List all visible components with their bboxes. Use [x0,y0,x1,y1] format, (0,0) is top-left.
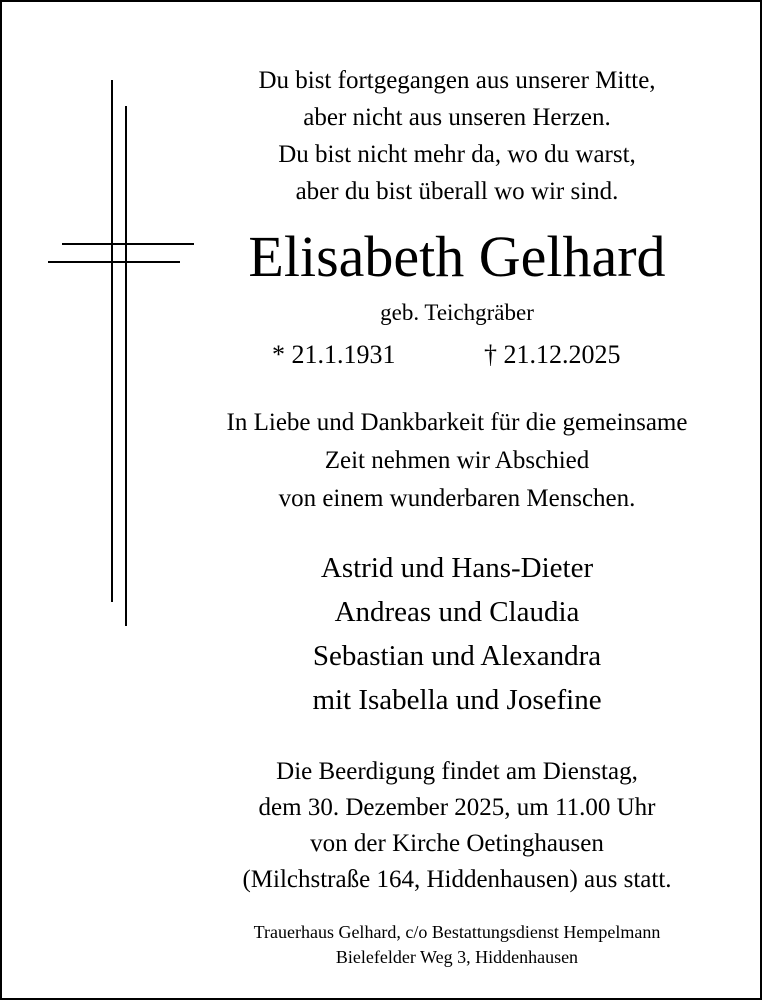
family-line: Astrid und Hans-Dieter [320,552,594,584]
deceased-name: Elisabeth Gelhard [248,224,666,289]
funeral-line: dem 30. Dezember 2025, um 11.00 Uhr [258,794,656,821]
mourning-address [152,920,762,970]
message-line: von einem wunderbaren Menschen. [278,485,636,512]
family-line: mit Isabella und Josefine [312,684,602,716]
poem [152,62,762,210]
death-date: † 21.12.2025 [484,340,621,369]
funeral-line: von der Kirche Oetinghausen [310,830,604,857]
family-members [152,546,762,722]
poem-line: aber du bist überall wo wir sind. [295,178,619,205]
family-line: Sebastian und Alexandra [312,640,602,672]
message-line: In Liebe und Dankbarkeit für die gemeinsame [226,409,688,436]
funeral-details [152,754,762,898]
poem-line: aber nicht aus unseren Herzen. [303,104,611,131]
address-line: Trauerhaus Gelhard, c/o Bestattungsdienst Hempelmann [253,922,661,942]
maiden-name: geb. Teichgräber [380,300,534,325]
birth-date: * 21.1.1931 [272,340,396,369]
funeral-line: Die Beerdigung findet am Dienstag, [276,758,638,785]
funeral-line: (Milchstraße 164, Hiddenhausen) aus statt. [242,866,672,893]
message-line: Zeit nehmen wir Abschied [324,447,590,474]
poem-line: Du bist nicht mehr da, wo du warst, [278,141,636,168]
farewell-message [152,404,762,518]
family-line: Andreas und Claudia [334,596,580,628]
poem-line: Du bist fortgegangen aus unserer Mitte, [258,67,656,94]
address-line: Bielefelder Weg 3, Hiddenhausen [335,947,579,967]
